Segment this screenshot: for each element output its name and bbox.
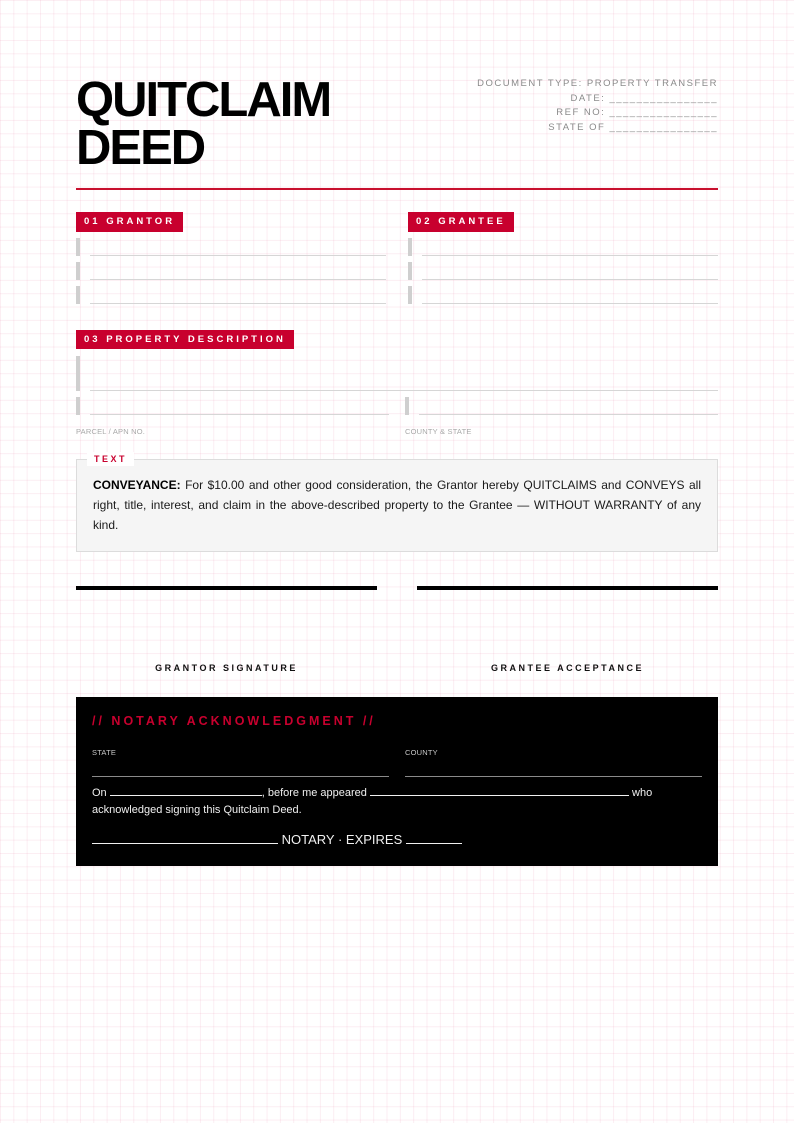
notary-expires-blank[interactable] <box>406 831 462 844</box>
grantee-field-3[interactable] <box>408 286 718 304</box>
notary-signature-row <box>92 831 462 849</box>
field-marker <box>408 238 412 256</box>
document-title <box>76 73 331 175</box>
field-underline <box>90 255 386 256</box>
field-underline <box>422 279 718 280</box>
notary-acknowledged-text: acknowledged signing this Quitclaim Deed. <box>92 804 302 816</box>
grantor-field-1[interactable] <box>76 238 386 256</box>
field-underline <box>90 414 389 415</box>
grantee-acceptance-label: GRANTEE ACCEPTANCE <box>490 663 644 673</box>
ref-no-field[interactable]: REF NO: ________________ <box>556 107 718 118</box>
grantee-signature-line[interactable] <box>417 586 718 590</box>
document-type: DOCUMENT TYPE: PROPERTY TRANSFER <box>477 78 718 89</box>
county-state-label: COUNTY & STATE <box>405 427 472 436</box>
state-of-field[interactable]: STATE OF ________________ <box>548 121 718 133</box>
notary-state-label: STATE <box>92 748 117 757</box>
parcel-apn-label: PARCEL / APN NO. <box>76 427 146 436</box>
county-state-field[interactable] <box>405 397 718 415</box>
grantor-signature-label: GRANTOR SIGNATURE <box>155 663 298 673</box>
field-underline <box>419 414 718 415</box>
property-section-badge: 03 PROPERTY DESCRIPTION <box>76 330 294 349</box>
notary-state-field[interactable] <box>92 776 389 777</box>
grantor-field-3[interactable] <box>76 286 386 304</box>
property-description-field[interactable] <box>76 356 718 391</box>
header-divider <box>76 188 718 190</box>
notary-acknowledgment-panel <box>76 697 718 866</box>
conveyance-lead: CONVEYANCE: <box>93 478 181 492</box>
date-field[interactable]: DATE: ________________ <box>570 92 718 104</box>
field-underline <box>422 303 718 304</box>
document-meta <box>418 77 718 135</box>
field-marker <box>76 397 80 415</box>
field-marker <box>76 262 80 280</box>
notary-on-text: On <box>92 787 110 799</box>
notary-expires-label: NOTARY · EXPIRES <box>278 832 406 847</box>
notary-title: // NOTARY ACKNOWLEDGMENT // <box>92 714 376 728</box>
notary-county-label: COUNTY <box>405 748 438 757</box>
field-marker <box>408 286 412 304</box>
field-underline <box>90 390 718 391</box>
grantee-section-badge: 02 GRANTEE <box>408 212 514 232</box>
grantee-field-1[interactable] <box>408 238 718 256</box>
field-underline <box>422 255 718 256</box>
conveyance-box <box>76 454 718 552</box>
conveyance-body: For $10.00 and other good consideration, the Grantor hereby QUITCLAIMS and CONVEYS all right, title, interest, and claim in the above-described property to the Grantee — WITHOUT WARRANTY of any kind. <box>93 478 701 532</box>
field-underline <box>90 303 386 304</box>
notary-before-me-text: , before me appeared <box>261 787 370 799</box>
conveyance-text <box>93 475 701 535</box>
grantor-signature-line[interactable] <box>76 586 377 590</box>
conveyance-legend: TEXT <box>87 452 134 466</box>
parcel-apn-field[interactable] <box>76 397 389 415</box>
grantee-field-2[interactable] <box>408 262 718 280</box>
field-marker <box>76 238 80 256</box>
notary-signature-blank[interactable] <box>92 831 278 844</box>
notary-date-blank[interactable] <box>110 784 262 796</box>
notary-who-text: who <box>628 787 653 799</box>
title-line-1: QUITCLAIM <box>76 73 331 127</box>
field-marker <box>76 286 80 304</box>
field-marker <box>408 262 412 280</box>
field-marker <box>76 356 80 391</box>
title-line-2: DEED <box>76 121 205 175</box>
grantor-field-2[interactable] <box>76 262 386 280</box>
grantor-section-badge: 01 GRANTOR <box>76 212 183 232</box>
field-marker <box>405 397 409 415</box>
notary-county-field[interactable] <box>405 776 702 777</box>
notary-statement <box>92 784 692 819</box>
field-underline <box>90 279 386 280</box>
notary-appeared-name-blank[interactable] <box>370 784 629 796</box>
